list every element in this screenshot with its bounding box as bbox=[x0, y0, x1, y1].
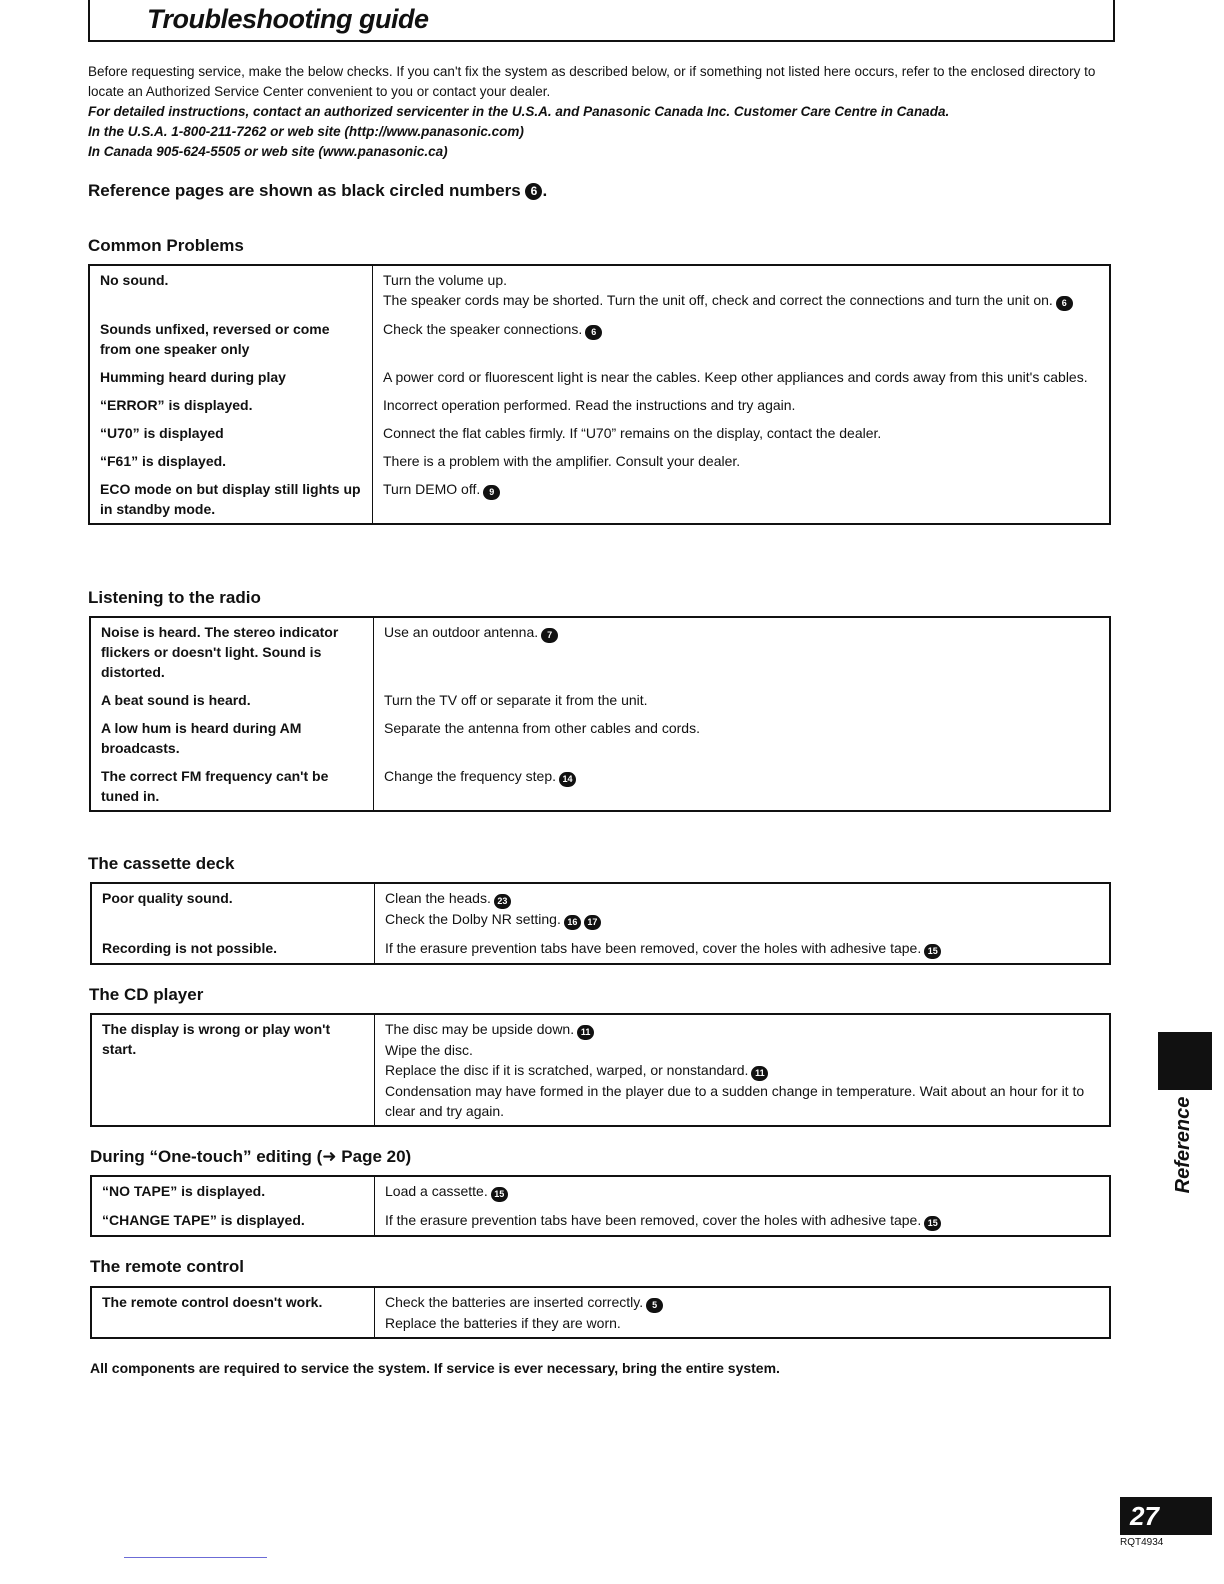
problem-cell: Sounds unfixed, reversed or come from one speaker only bbox=[89, 315, 373, 363]
table-row bbox=[89, 419, 1110, 447]
problem-cell: “CHANGE TAPE” is displayed. bbox=[91, 1206, 375, 1236]
remedy-line bbox=[383, 319, 1099, 340]
remedy-line bbox=[383, 270, 1099, 290]
problem-cell: The correct FM frequency can't be tuned in. bbox=[90, 762, 374, 811]
table-common bbox=[88, 264, 1111, 525]
remedy-line bbox=[384, 766, 1099, 787]
remedy-line bbox=[384, 690, 1099, 710]
table-radio bbox=[89, 616, 1111, 812]
problem-cell: Humming heard during play bbox=[89, 363, 373, 391]
page-ref-icon: 5 bbox=[646, 1298, 663, 1313]
remedy-cell bbox=[375, 1287, 1111, 1338]
page-ref-icon: 9 bbox=[483, 485, 500, 500]
problem-cell: “ERROR” is displayed. bbox=[89, 391, 373, 419]
intro bbox=[88, 62, 1113, 162]
table-cassette bbox=[90, 882, 1111, 965]
remedy-line bbox=[385, 1181, 1099, 1202]
problem-cell: Poor quality sound. bbox=[91, 883, 375, 934]
page-ref-icon: 15 bbox=[924, 1216, 941, 1231]
reference-note-text: Reference pages are shown as black circled numbers bbox=[88, 181, 521, 200]
table-row bbox=[91, 934, 1110, 964]
problem-cell: The display is wrong or play won't start. bbox=[91, 1014, 375, 1126]
section-title-common: Common Problems bbox=[88, 236, 244, 255]
table-row bbox=[91, 1287, 1110, 1338]
section-title-cd: The CD player bbox=[89, 985, 204, 1004]
remedy-cell bbox=[375, 883, 1111, 934]
remedy-cell bbox=[375, 934, 1111, 964]
remedy-line bbox=[383, 451, 1099, 471]
problem-cell: “F61” is displayed. bbox=[89, 447, 373, 475]
remedy-text: Turn DEMO off. bbox=[383, 481, 481, 497]
problem-cell: No sound. bbox=[89, 265, 373, 315]
page-ref-icon: 11 bbox=[577, 1025, 594, 1040]
reference-example-icon: 6 bbox=[525, 183, 542, 200]
table-row bbox=[91, 883, 1110, 934]
table-row bbox=[89, 391, 1110, 419]
table-row bbox=[90, 617, 1110, 686]
remedy-cell bbox=[375, 1176, 1111, 1206]
table-row bbox=[89, 265, 1110, 315]
page-ref-icon: 15 bbox=[924, 944, 941, 959]
page-title: Troubleshooting guide bbox=[147, 4, 429, 34]
remedy-line bbox=[384, 622, 1099, 643]
remedy-text: The speaker cords may be shorted. Turn the unit off, check and correct the connections and turn the unit on. bbox=[383, 292, 1053, 308]
remedy-text: Check the speaker connections. bbox=[383, 321, 583, 337]
table-row bbox=[89, 363, 1110, 391]
title-box bbox=[88, 0, 1115, 42]
page-ref-icon: 15 bbox=[491, 1187, 508, 1202]
remedy-text: Check the batteries are inserted correctly. bbox=[385, 1294, 644, 1310]
remedy-line bbox=[385, 1081, 1099, 1121]
remedy-line bbox=[385, 1019, 1099, 1040]
problem-cell: A beat sound is heard. bbox=[90, 686, 374, 714]
page-ref-icon: 7 bbox=[541, 628, 558, 643]
page-ref-icon: 14 bbox=[559, 772, 576, 787]
remedy-line bbox=[385, 1040, 1099, 1060]
remedy-cell bbox=[375, 1206, 1111, 1236]
bottom-rule bbox=[124, 1557, 267, 1558]
intro-usa: In the U.S.A. 1-800-211-7262 or web site (http://www.panasonic.com) bbox=[88, 124, 524, 139]
remedy-cell bbox=[374, 617, 1111, 686]
remedy-text: Separate the antenna from other cables and cords. bbox=[384, 720, 700, 736]
intro-contact: For detailed instructions, contact an authorized servicenter in the U.S.A. and Panasonic Canada Inc. Customer Care Centre in Canada. bbox=[88, 104, 950, 119]
remedy-text: If the erasure prevention tabs have been removed, cover the holes with adhesive tape. bbox=[385, 940, 922, 956]
remedy-cell bbox=[374, 714, 1111, 762]
table-onetouch bbox=[90, 1175, 1111, 1237]
document-code: RQT4934 bbox=[1120, 1537, 1164, 1548]
remedy-cell bbox=[373, 363, 1111, 391]
remedy-text: Connect the flat cables firmly. If “U70” remains on the display, contact the dealer. bbox=[383, 425, 882, 441]
remedy-line bbox=[384, 718, 1099, 738]
intro-canada: In Canada 905-624-5505 or web site (www.panasonic.ca) bbox=[88, 144, 448, 159]
remedy-cell bbox=[374, 686, 1111, 714]
page-ref-icon: 6 bbox=[585, 325, 602, 340]
remedy-cell bbox=[373, 475, 1111, 524]
reference-note: Reference pages are shown as black circled numbers 6 . bbox=[88, 181, 548, 200]
remedy-text: Wipe the disc. bbox=[385, 1042, 473, 1058]
remedy-line bbox=[383, 395, 1099, 415]
problem-cell: “U70” is displayed bbox=[89, 419, 373, 447]
remedy-line bbox=[385, 1210, 1099, 1231]
page-ref-icon: 16 bbox=[564, 915, 581, 930]
problem-cell: “NO TAPE” is displayed. bbox=[91, 1176, 375, 1206]
table-row bbox=[90, 686, 1110, 714]
remedy-text: Check the Dolby NR setting. bbox=[385, 911, 561, 927]
remedy-line bbox=[385, 909, 1099, 930]
section-title-radio: Listening to the radio bbox=[88, 588, 261, 607]
section-title-cassette: The cassette deck bbox=[88, 854, 235, 873]
remedy-cell bbox=[374, 762, 1111, 811]
remedy-cell bbox=[373, 447, 1111, 475]
footer-note: All components are required to service the system. If service is ever necessary, bring the entire system. bbox=[90, 1360, 780, 1376]
side-tab-marker bbox=[1158, 1032, 1212, 1090]
table-row bbox=[91, 1014, 1110, 1126]
section-title-remote: The remote control bbox=[90, 1257, 244, 1276]
remedy-text: Condensation may have formed in the player due to a sudden change in temperature. Wait about an hour for it to clear and try again. bbox=[385, 1083, 1085, 1119]
table-row bbox=[91, 1206, 1110, 1236]
problem-cell: The remote control doesn't work. bbox=[91, 1287, 375, 1338]
remedy-text: Replace the batteries if they are worn. bbox=[385, 1315, 621, 1331]
remedy-text: There is a problem with the amplifier. Consult your dealer. bbox=[383, 453, 741, 469]
remedy-text: Use an outdoor antenna. bbox=[384, 624, 539, 640]
remedy-text: Replace the disc if it is scratched, warped, or nonstandard. bbox=[385, 1062, 749, 1078]
remedy-line bbox=[383, 479, 1099, 500]
table-row bbox=[89, 447, 1110, 475]
remedy-line bbox=[383, 290, 1099, 311]
remedy-text: Incorrect operation performed. Read the instructions and try again. bbox=[383, 397, 796, 413]
table-row bbox=[90, 762, 1110, 811]
remedy-text: Load a cassette. bbox=[385, 1183, 488, 1199]
remedy-cell bbox=[373, 391, 1111, 419]
remedy-line bbox=[383, 423, 1099, 443]
remedy-cell bbox=[373, 315, 1111, 363]
problem-cell: ECO mode on but display still lights up in standby mode. bbox=[89, 475, 373, 524]
remedy-cell bbox=[373, 419, 1111, 447]
remedy-line bbox=[385, 1060, 1099, 1081]
problem-cell: A low hum is heard during AM broadcasts. bbox=[90, 714, 374, 762]
remedy-line bbox=[385, 1292, 1099, 1313]
table-row bbox=[89, 475, 1110, 524]
page-number: 27 bbox=[1120, 1497, 1212, 1535]
page-ref-icon: 6 bbox=[1056, 296, 1073, 311]
remedy-text: The disc may be upside down. bbox=[385, 1021, 575, 1037]
remedy-text: Clean the heads. bbox=[385, 890, 491, 906]
remedy-cell bbox=[373, 265, 1111, 315]
remedy-text: Turn the volume up. bbox=[383, 272, 507, 288]
table-cd bbox=[90, 1013, 1111, 1127]
page-ref-icon: 17 bbox=[584, 915, 601, 930]
remedy-cell bbox=[375, 1014, 1111, 1126]
remedy-text: Change the frequency step. bbox=[384, 768, 557, 784]
side-tab-label: Reference bbox=[1172, 1096, 1194, 1194]
remedy-line bbox=[385, 888, 1099, 909]
remedy-text: If the erasure prevention tabs have been removed, cover the holes with adhesive tape. bbox=[385, 1212, 922, 1228]
table-row bbox=[89, 315, 1110, 363]
section-title-onetouch: During “One-touch” editing (➜ Page 20) bbox=[90, 1147, 412, 1166]
table-remote bbox=[90, 1286, 1111, 1339]
page-ref-icon: 11 bbox=[751, 1066, 768, 1081]
table-row bbox=[91, 1176, 1110, 1206]
remedy-text: Turn the TV off or separate it from the unit. bbox=[384, 692, 648, 708]
remedy-line bbox=[383, 367, 1099, 387]
problem-cell: Noise is heard. The stereo indicator flickers or doesn't light. Sound is distorted. bbox=[90, 617, 374, 686]
remedy-line bbox=[385, 938, 1099, 959]
remedy-line bbox=[385, 1313, 1099, 1333]
problem-cell: Recording is not possible. bbox=[91, 934, 375, 964]
page-ref-icon: 23 bbox=[494, 894, 511, 909]
table-row bbox=[90, 714, 1110, 762]
intro-text: Before requesting service, make the below checks. If you can't fix the system as described below, or if something not listed here occurs, refer to the enclosed directory to locate an Authorized Service Center convenient to you or contact your dealer. bbox=[88, 64, 1096, 99]
remedy-text: A power cord or fluorescent light is near the cables. Keep other appliances and cords away from this unit's cables. bbox=[383, 369, 1088, 385]
